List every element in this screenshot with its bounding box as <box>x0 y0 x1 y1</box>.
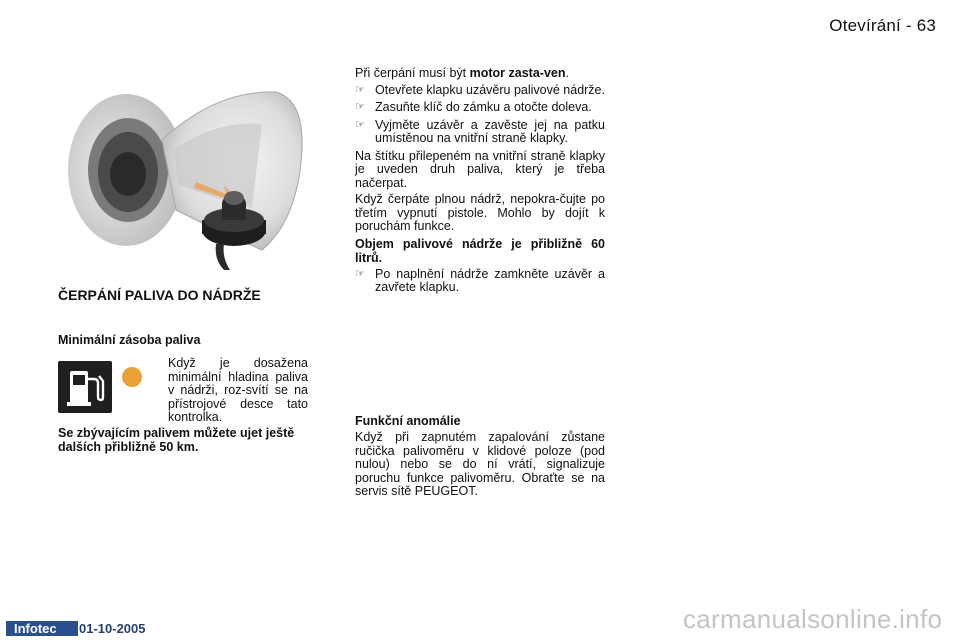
refuelling-instructions <box>355 67 605 299</box>
engine-off-emphasis: motor zasta-ven <box>469 66 566 80</box>
page-header: Otevírání - 63 <box>829 16 936 35</box>
anomaly-paragraph: Když při zapnutém zapalování zůstane ručička palivoměru v klidové poloze (pod nulou) nebo se do ní vrátí, signalizuje poruchu funkce palivoměru. Obraťte se na servis sítě PEUGEOT. <box>355 430 605 498</box>
full-tank-paragraph: Když čerpáte plnou nádrž, nepokra-čujte po třetím vypnutí pistole. Mohlo by dojít k poruchám funkce. <box>355 192 605 233</box>
tank-capacity-note: Objem palivové nádrže je přibližně 60 litrů. <box>355 236 605 265</box>
lamp-description: Když je dosažena minimální hladina paliva v nádrži, roz-svítí se na přístrojové desce tato kontrolka. <box>168 356 308 424</box>
instruction-item: ☞ Otevřete klapku uzávěru palivové nádrže. <box>355 82 605 97</box>
anomaly-heading: Funkční anomálie <box>355 414 461 428</box>
footer-date: 01-10-2005 <box>79 621 146 636</box>
pointing-hand-icon: ☞ <box>355 267 365 280</box>
pointing-hand-icon: ☞ <box>355 101 365 113</box>
watermark: carmanualsonline.info <box>683 604 943 634</box>
pointing-hand-icon: ☞ <box>355 83 365 96</box>
reserve-range-note: Se zbývajícím palivem můžete ujet ještě dalších přibližně 50 km. <box>58 426 295 454</box>
instruction-item: ☞ Po naplnění nádrže zamkněte uzávěr a zavřete klapku. <box>355 266 605 294</box>
instruction-item: ☞ Vyjměte uzávěr a zavěste jej na patku umístěnou na vnitřní straně klapky. <box>355 117 605 145</box>
intro-paragraph: Při čerpání musí být motor zasta-ven. <box>355 66 569 80</box>
instruction-item: ☞ Zasuňte klíč do zámku a otočte doleva. <box>355 100 592 114</box>
section-title: ČERPÁNÍ PALIVA DO NÁDRŽE <box>58 287 261 303</box>
pointing-hand-icon: ☞ <box>355 118 365 131</box>
fuel-filler-cap-illustration <box>66 80 310 276</box>
anomaly-section <box>355 414 605 502</box>
infotec-badge: Infotec <box>6 621 78 636</box>
min-fuel-heading: Minimální zásoba paliva <box>58 333 201 347</box>
warning-lamp-icon <box>122 367 142 387</box>
fuel-pump-icon <box>58 361 112 413</box>
fuel-label-paragraph: Na štítku přilepeném na vnitřní straně klapky je uveden druh paliva, který je třeba načerpat. <box>355 148 605 190</box>
